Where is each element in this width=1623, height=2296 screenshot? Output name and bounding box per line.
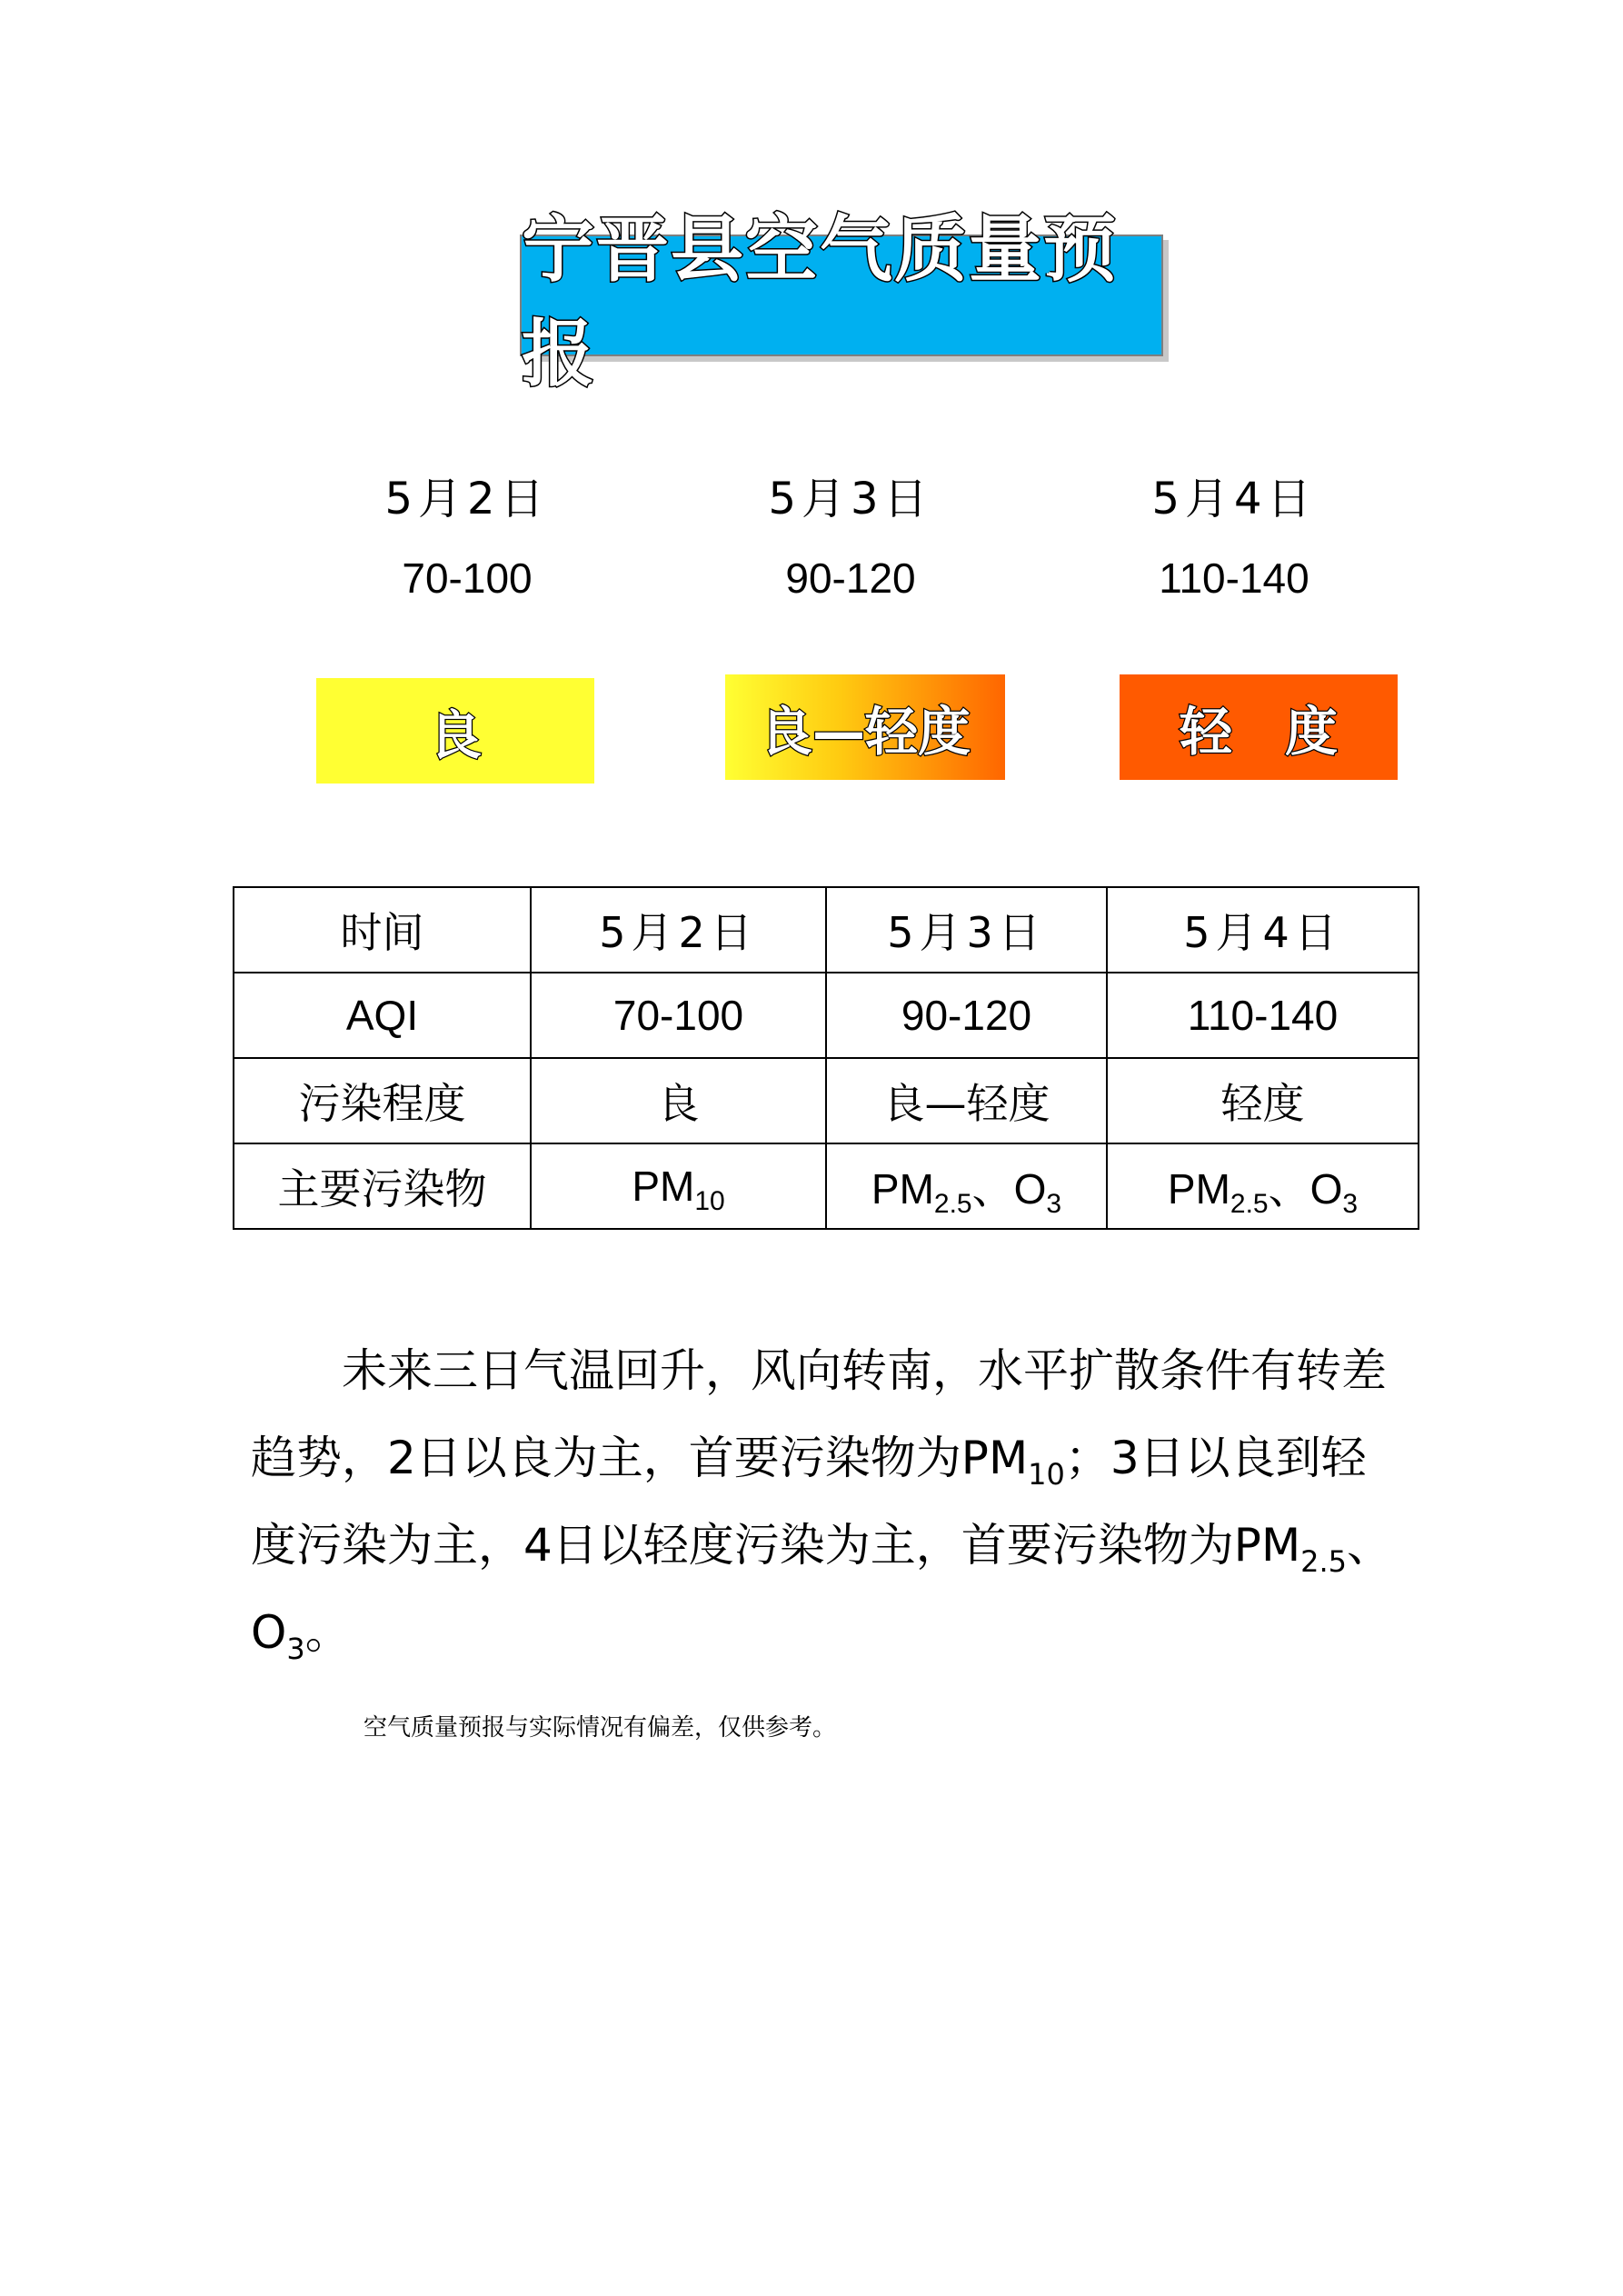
pollutant-separator: 、 [1268,1165,1310,1213]
aqi-forecast-table [233,886,1419,1230]
forecast-aqi: 110-140 [1159,554,1309,602]
forecast-day-3 [1098,467,1370,605]
pollutant-pm: PM [871,1165,934,1213]
forecast-aqi: 70-100 [402,554,533,602]
summary-subscript: 2.5 [1300,1544,1347,1579]
table-cell: 污染程度 [234,1058,531,1143]
forecast-date: 5月2日 [384,474,550,524]
table-cell: 5月2日 [531,887,826,973]
table-cell: 70-100 [531,973,826,1058]
pollutant-pm: PM [632,1163,695,1210]
level-badge-day-2: 良—轻度 [725,674,1005,780]
pollutant-o: O [1013,1165,1047,1213]
forecast-aqi: 90-120 [785,554,916,602]
table-cell: 良—轻度 [826,1058,1107,1143]
pollutant-separator: 、 [971,1165,1014,1213]
table-cell: 5月4日 [1107,887,1419,973]
pollutant-pm-subscript: 2.5 [1230,1189,1269,1219]
table-row [234,1058,1419,1143]
summary-text: 未来三日气温回升，风向转南，水平扩散条件有转差趋势，2日以良为主，首要污染物为PM [251,1344,1387,1484]
pollutant-o: O [1309,1165,1343,1213]
table-row [234,1143,1419,1229]
pollutant-o-subscript: 3 [1342,1189,1359,1219]
forecast-date: 5月4日 [1151,474,1317,524]
table-cell: 110-140 [1107,973,1419,1058]
table-cell: 时间 [234,887,531,973]
summary-subscript: 3 [286,1632,305,1666]
forecast-summary-paragraph [251,1327,1396,1676]
pollutant-pm-subscript: 10 [694,1186,725,1216]
table-cell: 主要污染物 [234,1143,531,1229]
title-banner [520,207,1163,396]
pollutant-pm: PM [1167,1165,1230,1213]
summary-text: 。 [304,1606,351,1659]
summary-subscript: 10 [1028,1457,1065,1492]
table-row [234,887,1419,973]
table-cell: 良 [531,1058,826,1143]
table-cell [1107,1143,1419,1229]
summary-text: ；3日以良到轻度污染为主，4日以轻度污染为主，首要污染物为PM [251,1432,1367,1572]
disclaimer-note: 空气质量预报与实际情况有偏差，仅供参考。 [363,1714,837,1742]
table-cell [826,1143,1107,1229]
pollutant-pm-subscript: 2.5 [933,1189,972,1219]
table-cell: 轻度 [1107,1058,1419,1143]
forecast-day-1 [331,467,603,605]
forecast-date: 5月3日 [768,474,933,524]
forecast-day-2 [714,467,987,605]
page-title: 宁晋县空气质量预报 [522,207,1118,396]
pollutant-o-subscript: 3 [1046,1189,1062,1219]
table-cell: 5月3日 [826,887,1107,973]
level-badge-day-1: 良 [316,678,594,784]
summary-text: 、O [251,1519,1392,1659]
table-cell: AQI [234,973,531,1058]
level-badge-day-3: 轻 度 [1120,674,1398,780]
table-cell [531,1143,826,1229]
table-row [234,973,1419,1058]
table-cell: 90-120 [826,973,1107,1058]
